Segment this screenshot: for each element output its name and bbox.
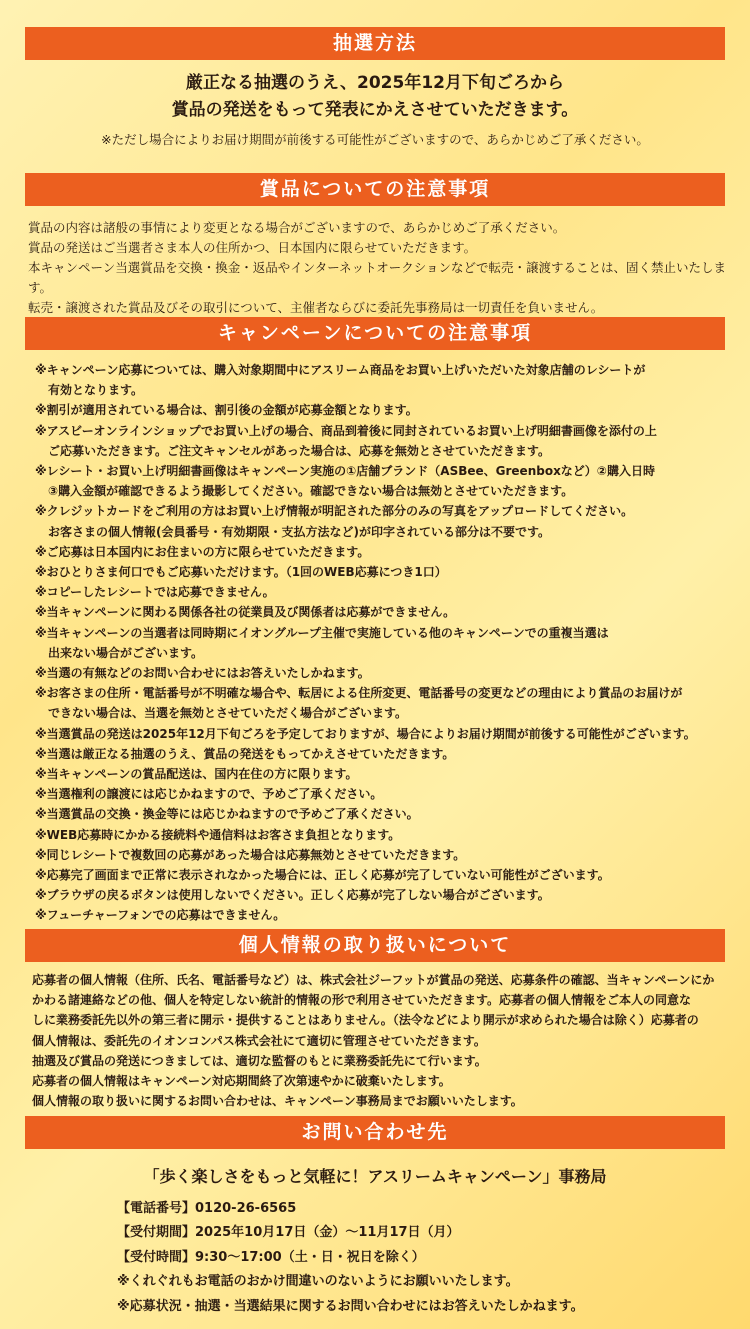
- campaign-notes-heading: キャンペーンについての注意事項: [25, 317, 725, 350]
- campaign-note-line: 出来ない場合がございます。: [48, 645, 204, 660]
- lottery-note: ※ただし場合によりお届け期間が前後する可能性がございますので、あらかじめご了承ください。: [101, 132, 649, 147]
- contact-line: 【電話番号】0120-26-6565: [117, 1201, 297, 1216]
- prize-note-item: 転売・譲渡された賞品及びその取引について、主催者ならびに委託先事務局は一切責任を負いません。: [28, 300, 604, 315]
- lottery-body: [25, 70, 725, 150]
- contact-heading: お問い合わせ先: [25, 1116, 725, 1149]
- campaign-note-line: ※お客さまの住所・電話番号が不明確な場合や、転居による住所変更、電話番号の変更などの理由により賞品のお届けが: [35, 686, 683, 701]
- privacy-text: [32, 970, 732, 1111]
- privacy-line: 個人情報の取り扱いに関するお問い合わせは、キャンペーン事務局までお願いいたします。: [32, 1094, 523, 1109]
- campaign-note-line: ※コピーしたレシートでは応募できません。: [35, 585, 275, 600]
- prize-note-item: 賞品の内容は諸般の事情により変更となる場合がございますので、あらかじめご了承ください。: [28, 220, 566, 235]
- campaign-note-line: お客さまの個人情報(会員番号・有効期限・支払方法など)が印字されている部分は不要です。: [48, 524, 551, 539]
- campaign-note-line: ③購入金額が確認できるよう撮影してください。確認できない場合は無効とさせていただきます。: [48, 484, 574, 499]
- campaign-note-line: ※ブラウザの戻るボタンは使用しないでください。正しく応募が完了しない場合がございます。: [35, 888, 550, 903]
- campaign-note-line: できない場合は、当選を無効とさせていただく場合がございます。: [48, 706, 408, 721]
- campaign-note-line: ご応募いただきます。ご注文キャンセルがあった場合は、応募を無効とさせていただきます。: [48, 443, 550, 458]
- campaign-note-line: ※応募完了画面まで正常に表示されなかった場合には、正しく応募が完了していない可能性がございます。: [35, 868, 610, 883]
- campaign-note-line: ※キャンペーン応募については、購入対象期間中にアスリーム商品をお買い上げいただいた対象店舗のレシートが: [35, 363, 646, 377]
- campaign-note-line: ※おひとりさま何口でもご応募いただけます。（1回のWEB応募につき1口）: [35, 565, 447, 580]
- lottery-line-1: 厳正なる抽選のうえ、2025年12月下旬ごろから: [186, 73, 564, 93]
- campaign-note-line: ※当キャンペーンの当選者は同時期にイオングループ主催で実施している他のキャンペーンでの重複当選は: [35, 625, 609, 640]
- campaign-note-line: ※レシート・お買い上げ明細書画像はキャンペーン実施の①店舗ブランド（ASBee、Greenboxなど）②購入日時: [35, 464, 655, 479]
- contact-line: 【受付時間】9:30～17:00（土・日・祝日を除く）: [117, 1249, 425, 1265]
- campaign-note-line: ※当選権利の譲渡には応じかねますので、予めご了承ください。: [35, 787, 383, 802]
- campaign-note-line: ※当選賞品の発送は2025年12月下旬ごろを予定しておりますが、場合によりお届け期間が前後する可能性がございます。: [35, 726, 696, 741]
- prize-note-item: 本キャンペーン当選賞品を交換・換金・返品やインターネットオークションなどで転売・譲渡することは、固く禁止いたします。: [28, 260, 727, 295]
- privacy-line: しに業務委託先以外の第三者に開示・提供することはありません。（法令などにより開示が求められた場合は除く）応募者の: [32, 1013, 699, 1028]
- campaign-note-line: ※同じレシートで複数回の応募があった場合は応募無効とさせていただきます。: [35, 847, 466, 862]
- lottery-line-2: 賞品の発送をもって発表にかえさせていただきます。: [171, 100, 579, 120]
- campaign-note-line: ※当キャンペーンに関わる関係各社の従業員及び関係者は応募ができません。: [35, 605, 456, 620]
- privacy-line: かわる諸連絡などの他、個人を特定しない統計的情報の形で利用させていただきます。応募者の個人情報をご本人の同意な: [32, 993, 692, 1008]
- campaign-note-line: ※ご応募は日本国内にお住まいの方に限らせていただきます。: [35, 544, 370, 559]
- campaign-note-line: ※当キャンペーンの賞品配送は、国内在住の方に限ります。: [35, 767, 358, 782]
- campaign-note-line: ※当選は厳正なる抽選のうえ、賞品の発送をもってかえさせていただきます。: [35, 746, 455, 761]
- privacy-line: 応募者の個人情報はキャンペーン対応期間終了次第速やかに破棄いたします。: [32, 1074, 451, 1089]
- lottery-heading: 抽選方法: [25, 27, 725, 60]
- prize-notes-heading: 賞品についての注意事項: [25, 173, 725, 206]
- campaign-note-line: ※フューチャーフォンでの応募はできません。: [35, 908, 286, 923]
- contact-details: [117, 1197, 737, 1319]
- campaign-note-line: ※WEB応募時にかかる接続料や通信料はお客さま負担となります。: [35, 827, 401, 842]
- privacy-heading: 個人情報の取り扱いについて: [25, 929, 725, 962]
- contact-line: ※くれぐれもお電話のおかけ間違いのないようにお願いいたします。: [117, 1274, 519, 1290]
- campaign-note-line: ※当選の有無などのお問い合わせにはお答えいたしかねます。: [35, 666, 370, 681]
- campaign-note-line: ※アスビーオンラインショップでお買い上げの場合、商品到着後に同封されているお買い上げ明細書画像を添付の上: [35, 423, 657, 438]
- contact-office: 「歩く楽しさをもっと気軽に！アスリームキャンペーン」事務局: [143, 1167, 607, 1186]
- prize-notes-list: [28, 218, 728, 318]
- campaign-note-line: ※クレジットカードをご利用の方はお買い上げ情報が明記された部分のみの写真をアップロードしてください。: [35, 504, 634, 519]
- campaign-note-line: 有効となります。: [48, 383, 144, 398]
- campaign-note-line: ※割引が適用されている場合は、割引後の金額が応募金額となります。: [35, 403, 418, 418]
- prize-note-item: 賞品の発送はご当選者さま本人の住所かつ、日本国内に限らせていただきます。: [28, 240, 477, 255]
- contact-line: ※応募状況・抽選・当選結果に関するお問い合わせにはお答えいたしかねます。: [117, 1298, 584, 1314]
- campaign-note-line: ※当選賞品の交換・換金等には応じかねますので予めご了承ください。: [35, 807, 419, 822]
- privacy-line: 個人情報は、委託先のイオンコンパス株式会社にて適切に管理させていただきます。: [32, 1033, 486, 1048]
- privacy-line: 応募者の個人情報（住所、氏名、電話番号など）は、株式会社ジーフットが賞品の発送、応募条件の確認、当キャンペーンにか: [32, 973, 715, 987]
- campaign-notes-list: [35, 360, 725, 926]
- contact-line: 【受付期間】2025年10月17日（金）～11月17日（月）: [117, 1225, 460, 1241]
- privacy-line: 抽選及び賞品の発送につきましては、適切な監督のもとに業務委託先にて行います。: [32, 1053, 487, 1068]
